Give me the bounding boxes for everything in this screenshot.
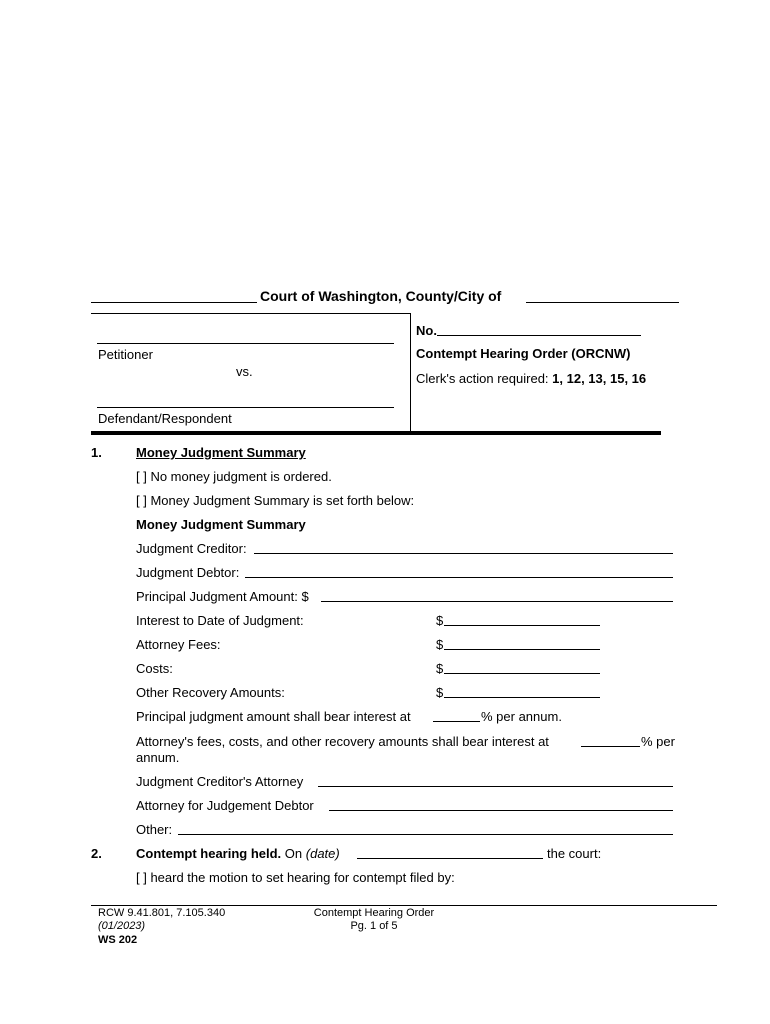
footer-rule [91,905,717,906]
costs-dollar-sign: $ [436,661,444,676]
principal-interest-rate-field[interactable] [433,721,480,722]
section2-heading [136,846,340,862]
other-recovery-dollar-sign: $ [436,685,444,700]
creditor-attorney-label: Judgment Creditor's Attorney [136,774,304,789]
no-money-judgment-checkbox[interactable]: [ ] No money judgment is ordered. [136,469,332,484]
section2-date-label: (date) [305,846,340,861]
other-recovery-field[interactable] [444,697,600,698]
interest-to-date-field[interactable] [444,625,600,626]
interest-to-date-label: Interest to Date of Judgment: [136,613,304,628]
section2-number: 2. [91,846,102,861]
case-number-label: No. [416,323,437,338]
judgment-creditor-field[interactable] [254,553,673,554]
footer-form-id: WS 202 [98,934,138,946]
section2-the-court: the court: [547,846,602,861]
section1-number: 1. [91,445,102,460]
interest-dollar-sign: $ [436,613,444,628]
creditor-attorney-field[interactable] [318,786,673,787]
judgment-debtor-label: Judgment Debtor: [136,565,240,580]
caption-divider [410,313,411,433]
defendant-label: Defendant/Respondent [98,411,232,426]
principal-interest-label: Principal judgment amount shall bear interest at [136,709,411,724]
money-judgment-subheading: Money Judgment Summary [136,517,306,532]
fees-interest-label: Attorney's fees, costs, and other recovery amounts shall bear interest at [136,734,549,749]
costs-field[interactable] [444,673,600,674]
caption-bottom-rule [91,431,661,435]
court-title: Court of Washington, County/City of [260,288,502,304]
other-recovery-label: Other Recovery Amounts: [136,685,285,700]
debtor-attorney-field[interactable] [329,810,673,811]
section1-title: Money Judgment Summary [136,445,306,460]
principal-interest-suffix: % per annum. [481,709,562,724]
attorney-fees-label: Attorney Fees: [136,637,221,652]
fees-interest-rate-field[interactable] [581,746,640,747]
footer-doc-title: Contempt Hearing Order [313,907,435,919]
section2-on: On [284,846,303,861]
section2-title: Contempt hearing held. [136,846,282,861]
heard-motion-checkbox[interactable]: [ ] heard the motion to set hearing for contempt filed by: [136,870,455,885]
attorney-fees-field[interactable] [444,649,600,650]
caption-top-rule [91,313,411,314]
debtor-attorney-label: Attorney for Judgement Debtor [136,798,314,813]
order-title: Contempt Hearing Order (ORCNW) [416,346,631,361]
vs-label: vs. [236,364,253,379]
petitioner-label: Petitioner [98,347,153,362]
principal-amount-label: Principal Judgment Amount: $ [136,589,309,604]
costs-label: Costs: [136,661,173,676]
court-name-blank[interactable] [91,302,257,303]
judgment-debtor-field[interactable] [245,577,673,578]
money-judgment-summary-checkbox[interactable]: [ ] Money Judgment Summary is set forth below: [136,493,415,508]
clerk-action-label: Clerk's action required: [416,371,549,386]
clerk-action [416,371,651,387]
judgment-creditor-label: Judgment Creditor: [136,541,247,556]
hearing-date-field[interactable] [357,858,543,859]
clerk-action-values: 1, 12, 13, 15, 16 [552,371,647,386]
footer-date-code: (01/2023) [98,920,146,932]
footer-rcw: RCW 9.41.801, 7.105.340 [98,907,226,919]
county-city-blank[interactable] [526,302,679,303]
other-field[interactable] [178,834,673,835]
petitioner-name-field[interactable] [97,343,394,344]
defendant-name-field[interactable] [97,407,394,408]
fees-interest-cont: annum. [136,750,180,765]
case-number-field[interactable] [437,335,641,336]
principal-amount-field[interactable] [321,601,673,602]
fees-interest-suffix: % per [641,734,675,749]
footer-page: Pg. 1 of 5 [350,920,398,932]
other-label: Other: [136,822,173,837]
attorney-fees-dollar-sign: $ [436,637,444,652]
